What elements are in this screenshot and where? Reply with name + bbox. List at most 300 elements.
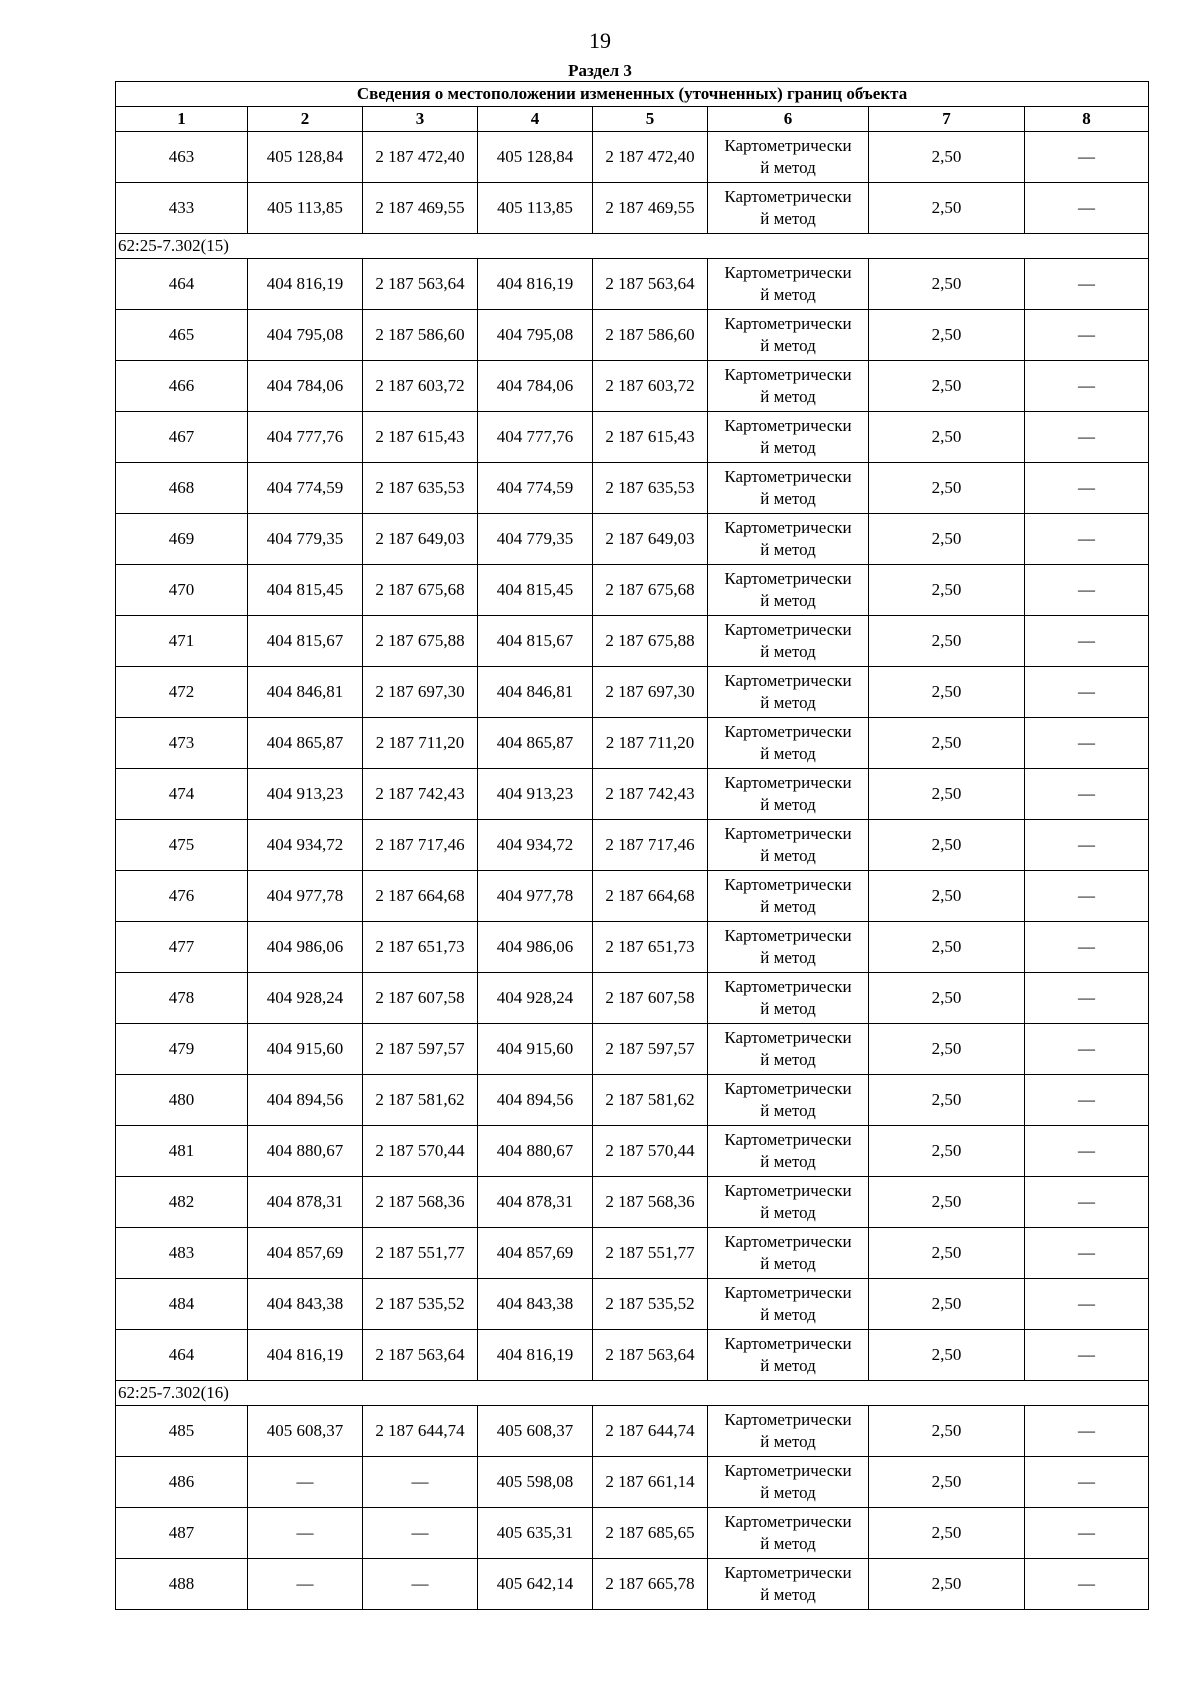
method-cell — [708, 1126, 869, 1177]
method-text-line: Картометрически — [724, 926, 852, 945]
method-text-line: Картометрически — [724, 1512, 852, 1531]
x-new-cell: 404 795,08 — [478, 310, 593, 361]
accuracy-cell: 2,50 — [869, 973, 1025, 1024]
table-row — [116, 412, 1149, 463]
x-existing-cell: 404 977,78 — [248, 871, 363, 922]
y-existing-cell: 2 187 586,60 — [363, 310, 478, 361]
y-existing-cell: — — [363, 1559, 478, 1610]
x-existing-cell: 404 928,24 — [248, 973, 363, 1024]
method-text-line: й метод — [760, 285, 816, 304]
accuracy-cell: 2,50 — [869, 1406, 1025, 1457]
y-new-cell: 2 187 568,36 — [593, 1177, 708, 1228]
x-new-cell: 404 774,59 — [478, 463, 593, 514]
description-cell: — — [1025, 1279, 1149, 1330]
point-number-cell: 481 — [116, 1126, 248, 1177]
method-text-line: й метод — [760, 744, 816, 763]
method-text-line: Картометрически — [724, 1079, 852, 1098]
x-new-cell: 404 977,78 — [478, 871, 593, 922]
point-number-cell: 468 — [116, 463, 248, 514]
y-existing-cell: — — [363, 1508, 478, 1559]
accuracy-cell: 2,50 — [869, 1228, 1025, 1279]
point-number-cell: 469 — [116, 514, 248, 565]
method-text-line: Картометрически — [724, 136, 852, 155]
description-cell: — — [1025, 132, 1149, 183]
x-existing-cell: — — [248, 1508, 363, 1559]
y-existing-cell: 2 187 568,36 — [363, 1177, 478, 1228]
point-number-cell: 433 — [116, 183, 248, 234]
table-row — [116, 820, 1149, 871]
y-existing-cell: 2 187 644,74 — [363, 1406, 478, 1457]
method-text-line: Картометрически — [724, 1130, 852, 1149]
accuracy-cell: 2,50 — [869, 1559, 1025, 1610]
x-new-cell: 404 915,60 — [478, 1024, 593, 1075]
description-cell: — — [1025, 1330, 1149, 1381]
accuracy-cell: 2,50 — [869, 361, 1025, 412]
point-number-cell: 478 — [116, 973, 248, 1024]
point-number-cell: 464 — [116, 259, 248, 310]
method-text-line: й метод — [760, 897, 816, 916]
y-existing-cell: 2 187 717,46 — [363, 820, 478, 871]
method-text-line: й метод — [760, 1585, 816, 1604]
x-existing-cell: 404 795,08 — [248, 310, 363, 361]
table-row — [116, 973, 1149, 1024]
method-text-line: Картометрически — [724, 722, 852, 741]
table-row — [116, 132, 1149, 183]
x-existing-cell: 404 846,81 — [248, 667, 363, 718]
column-number: 4 — [478, 107, 593, 132]
page-number: 19 — [589, 28, 611, 53]
y-existing-cell: 2 187 597,57 — [363, 1024, 478, 1075]
method-text-line: Картометрически — [724, 314, 852, 333]
method-cell — [708, 922, 869, 973]
point-number-cell: 479 — [116, 1024, 248, 1075]
y-new-cell: 2 187 586,60 — [593, 310, 708, 361]
description-cell: — — [1025, 1406, 1149, 1457]
accuracy-cell: 2,50 — [869, 871, 1025, 922]
x-existing-cell: 404 857,69 — [248, 1228, 363, 1279]
x-existing-cell: 404 915,60 — [248, 1024, 363, 1075]
y-new-cell: 2 187 664,68 — [593, 871, 708, 922]
y-existing-cell: 2 187 635,53 — [363, 463, 478, 514]
column-number-row — [116, 107, 1149, 132]
x-existing-cell: 404 777,76 — [248, 412, 363, 463]
description-cell: — — [1025, 973, 1149, 1024]
accuracy-cell: 2,50 — [869, 1279, 1025, 1330]
y-existing-cell: 2 187 469,55 — [363, 183, 478, 234]
point-number-cell: 466 — [116, 361, 248, 412]
method-cell — [708, 463, 869, 514]
description-cell: — — [1025, 922, 1149, 973]
y-existing-cell: 2 187 551,77 — [363, 1228, 478, 1279]
y-new-cell: 2 187 717,46 — [593, 820, 708, 871]
table-row — [116, 1228, 1149, 1279]
method-text-line: й метод — [760, 387, 816, 406]
description-cell: — — [1025, 514, 1149, 565]
method-cell — [708, 1559, 869, 1610]
accuracy-cell: 2,50 — [869, 1508, 1025, 1559]
y-existing-cell: 2 187 581,62 — [363, 1075, 478, 1126]
accuracy-cell: 2,50 — [869, 310, 1025, 361]
accuracy-cell: 2,50 — [869, 514, 1025, 565]
method-text-line: й метод — [760, 438, 816, 457]
accuracy-cell: 2,50 — [869, 616, 1025, 667]
description-cell: — — [1025, 183, 1149, 234]
method-text-line: й метод — [760, 1101, 816, 1120]
method-text-line: й метод — [760, 158, 816, 177]
description-cell: — — [1025, 412, 1149, 463]
y-existing-cell: 2 187 563,64 — [363, 259, 478, 310]
method-text-line: Картометрически — [724, 1028, 852, 1047]
table-row — [116, 183, 1149, 234]
point-number-cell: 488 — [116, 1559, 248, 1610]
point-number-cell: 475 — [116, 820, 248, 871]
x-new-cell: 404 777,76 — [478, 412, 593, 463]
group-header-row — [116, 234, 1149, 259]
description-cell: — — [1025, 667, 1149, 718]
y-existing-cell: 2 187 675,88 — [363, 616, 478, 667]
method-text-line: й метод — [760, 540, 816, 559]
method-text-line: й метод — [760, 846, 816, 865]
x-new-cell: 405 642,14 — [478, 1559, 593, 1610]
method-cell — [708, 718, 869, 769]
y-new-cell: 2 187 685,65 — [593, 1508, 708, 1559]
method-text-line: Картометрически — [724, 824, 852, 843]
method-text-line: Картометрически — [724, 1181, 852, 1200]
y-new-cell: 2 187 649,03 — [593, 514, 708, 565]
y-new-cell: 2 187 661,14 — [593, 1457, 708, 1508]
x-existing-cell: — — [248, 1457, 363, 1508]
description-cell: — — [1025, 1228, 1149, 1279]
description-cell: — — [1025, 1559, 1149, 1610]
x-new-cell: 404 857,69 — [478, 1228, 593, 1279]
x-new-cell: 404 934,72 — [478, 820, 593, 871]
method-text-line: й метод — [760, 1432, 816, 1451]
y-new-cell: 2 187 635,53 — [593, 463, 708, 514]
method-text-line: й метод — [760, 693, 816, 712]
description-cell: — — [1025, 1177, 1149, 1228]
method-cell — [708, 871, 869, 922]
method-text-line: Картометрически — [724, 1283, 852, 1302]
point-number-cell: 473 — [116, 718, 248, 769]
table-row — [116, 1406, 1149, 1457]
x-existing-cell: 404 880,67 — [248, 1126, 363, 1177]
x-new-cell: 404 865,87 — [478, 718, 593, 769]
method-text-line: й метод — [760, 1305, 816, 1324]
table-row — [116, 667, 1149, 718]
y-new-cell: 2 187 697,30 — [593, 667, 708, 718]
method-text-line: Картометрически — [724, 467, 852, 486]
method-text-line: й метод — [760, 1203, 816, 1222]
table-caption: Сведения о местоположении измененных (уточненных) границ объекта — [116, 82, 1149, 107]
description-cell: — — [1025, 1126, 1149, 1177]
table-row — [116, 361, 1149, 412]
accuracy-cell: 2,50 — [869, 132, 1025, 183]
y-existing-cell: 2 187 675,68 — [363, 565, 478, 616]
method-cell — [708, 820, 869, 871]
method-cell — [708, 361, 869, 412]
method-text-line: й метод — [760, 1050, 816, 1069]
y-new-cell: 2 187 551,77 — [593, 1228, 708, 1279]
y-new-cell: 2 187 563,64 — [593, 259, 708, 310]
point-number-cell: 463 — [116, 132, 248, 183]
cadastral-group-label: 62:25-7.302(15) — [116, 234, 1149, 259]
x-new-cell: 404 815,67 — [478, 616, 593, 667]
method-text-line: Картометрически — [724, 416, 852, 435]
x-existing-cell: 404 779,35 — [248, 514, 363, 565]
method-cell — [708, 132, 869, 183]
column-number: 7 — [869, 107, 1025, 132]
y-new-cell: 2 187 469,55 — [593, 183, 708, 234]
x-existing-cell: 404 774,59 — [248, 463, 363, 514]
point-number-cell: 474 — [116, 769, 248, 820]
table-body — [116, 132, 1149, 1610]
method-text-line: й метод — [760, 1534, 816, 1553]
x-new-cell: 404 894,56 — [478, 1075, 593, 1126]
method-text-line: й метод — [760, 1152, 816, 1171]
accuracy-cell: 2,50 — [869, 259, 1025, 310]
y-new-cell: 2 187 603,72 — [593, 361, 708, 412]
y-existing-cell: 2 187 742,43 — [363, 769, 478, 820]
accuracy-cell: 2,50 — [869, 769, 1025, 820]
description-cell: — — [1025, 565, 1149, 616]
column-number: 6 — [708, 107, 869, 132]
method-text-line: Картометрически — [724, 620, 852, 639]
x-existing-cell: 404 913,23 — [248, 769, 363, 820]
table-row — [116, 1457, 1149, 1508]
method-cell — [708, 1406, 869, 1457]
x-existing-cell: 404 865,87 — [248, 718, 363, 769]
accuracy-cell: 2,50 — [869, 1330, 1025, 1381]
y-new-cell: 2 187 607,58 — [593, 973, 708, 1024]
method-text-line: Картометрически — [724, 671, 852, 690]
accuracy-cell: 2,50 — [869, 1177, 1025, 1228]
method-text-line: Картометрически — [724, 187, 852, 206]
method-text-line: Картометрически — [724, 1563, 852, 1582]
x-existing-cell: 404 815,45 — [248, 565, 363, 616]
point-number-cell: 483 — [116, 1228, 248, 1279]
method-cell — [708, 310, 869, 361]
point-number-cell: 485 — [116, 1406, 248, 1457]
point-number-cell: 477 — [116, 922, 248, 973]
method-cell — [708, 1177, 869, 1228]
x-new-cell: 405 608,37 — [478, 1406, 593, 1457]
x-new-cell: 405 598,08 — [478, 1457, 593, 1508]
y-existing-cell: 2 187 651,73 — [363, 922, 478, 973]
table-row — [116, 514, 1149, 565]
column-number: 8 — [1025, 107, 1149, 132]
column-number: 1 — [116, 107, 248, 132]
accuracy-cell: 2,50 — [869, 718, 1025, 769]
y-new-cell: 2 187 570,44 — [593, 1126, 708, 1177]
method-cell — [708, 1508, 869, 1559]
point-number-cell: 484 — [116, 1279, 248, 1330]
description-cell: — — [1025, 1075, 1149, 1126]
method-cell — [708, 1024, 869, 1075]
y-new-cell: 2 187 535,52 — [593, 1279, 708, 1330]
x-existing-cell: 405 608,37 — [248, 1406, 363, 1457]
method-text-line: й метод — [760, 489, 816, 508]
method-text-line: й метод — [760, 591, 816, 610]
x-existing-cell: 404 815,67 — [248, 616, 363, 667]
y-new-cell: 2 187 711,20 — [593, 718, 708, 769]
method-text-line: Картометрически — [724, 1334, 852, 1353]
accuracy-cell: 2,50 — [869, 1024, 1025, 1075]
y-new-cell: 2 187 675,88 — [593, 616, 708, 667]
method-text-line: й метод — [760, 209, 816, 228]
accuracy-cell: 2,50 — [869, 1126, 1025, 1177]
y-existing-cell: 2 187 472,40 — [363, 132, 478, 183]
method-text-line: й метод — [760, 336, 816, 355]
x-existing-cell: 404 843,38 — [248, 1279, 363, 1330]
table-row — [116, 1330, 1149, 1381]
y-new-cell: 2 187 665,78 — [593, 1559, 708, 1610]
x-new-cell: 404 986,06 — [478, 922, 593, 973]
method-cell — [708, 1279, 869, 1330]
description-cell: — — [1025, 259, 1149, 310]
coordinates-table — [115, 81, 1149, 1610]
table-row — [116, 310, 1149, 361]
x-new-cell: 405 113,85 — [478, 183, 593, 234]
method-text-line: й метод — [760, 1254, 816, 1273]
table-row — [116, 259, 1149, 310]
x-existing-cell: 404 878,31 — [248, 1177, 363, 1228]
table-row — [116, 463, 1149, 514]
y-existing-cell: 2 187 535,52 — [363, 1279, 478, 1330]
x-new-cell: 404 913,23 — [478, 769, 593, 820]
table-row — [116, 1075, 1149, 1126]
section-title: Раздел 3 — [568, 61, 632, 80]
y-new-cell: 2 187 597,57 — [593, 1024, 708, 1075]
x-existing-cell: 405 128,84 — [248, 132, 363, 183]
x-existing-cell: 404 816,19 — [248, 259, 363, 310]
point-number-cell: 487 — [116, 1508, 248, 1559]
table-row — [116, 871, 1149, 922]
x-new-cell: 404 846,81 — [478, 667, 593, 718]
table-row — [116, 565, 1149, 616]
y-new-cell: 2 187 472,40 — [593, 132, 708, 183]
method-cell — [708, 1330, 869, 1381]
description-cell: — — [1025, 718, 1149, 769]
y-existing-cell: 2 187 711,20 — [363, 718, 478, 769]
method-cell — [708, 1075, 869, 1126]
method-text-line: й метод — [760, 1483, 816, 1502]
column-number: 2 — [248, 107, 363, 132]
cadastral-group-label: 62:25-7.302(16) — [116, 1381, 1149, 1406]
y-existing-cell: 2 187 563,64 — [363, 1330, 478, 1381]
point-number-cell: 480 — [116, 1075, 248, 1126]
x-new-cell: 404 878,31 — [478, 1177, 593, 1228]
method-cell — [708, 1228, 869, 1279]
description-cell: — — [1025, 1024, 1149, 1075]
group-header-row — [116, 1381, 1149, 1406]
point-number-cell: 467 — [116, 412, 248, 463]
x-new-cell: 404 815,45 — [478, 565, 593, 616]
table-row — [116, 1126, 1149, 1177]
x-new-cell: 404 880,67 — [478, 1126, 593, 1177]
point-number-cell: 464 — [116, 1330, 248, 1381]
method-cell — [708, 412, 869, 463]
y-existing-cell: 2 187 649,03 — [363, 514, 478, 565]
table-row — [116, 922, 1149, 973]
x-new-cell: 404 779,35 — [478, 514, 593, 565]
y-new-cell: 2 187 563,64 — [593, 1330, 708, 1381]
accuracy-cell: 2,50 — [869, 1457, 1025, 1508]
x-existing-cell: 404 986,06 — [248, 922, 363, 973]
method-text-line: Картометрически — [724, 1410, 852, 1429]
y-existing-cell: — — [363, 1457, 478, 1508]
point-number-cell: 472 — [116, 667, 248, 718]
y-new-cell: 2 187 581,62 — [593, 1075, 708, 1126]
method-text-line: й метод — [760, 948, 816, 967]
y-existing-cell: 2 187 607,58 — [363, 973, 478, 1024]
method-cell — [708, 259, 869, 310]
method-text-line: Картометрически — [724, 263, 852, 282]
method-text-line: Картометрически — [724, 773, 852, 792]
description-cell: — — [1025, 616, 1149, 667]
description-cell: — — [1025, 310, 1149, 361]
x-new-cell: 404 784,06 — [478, 361, 593, 412]
description-cell: — — [1025, 361, 1149, 412]
method-text-line: й метод — [760, 795, 816, 814]
y-existing-cell: 2 187 697,30 — [363, 667, 478, 718]
y-new-cell: 2 187 615,43 — [593, 412, 708, 463]
x-new-cell: 405 635,31 — [478, 1508, 593, 1559]
description-cell: — — [1025, 769, 1149, 820]
method-cell — [708, 183, 869, 234]
x-new-cell: 404 816,19 — [478, 259, 593, 310]
x-existing-cell: 405 113,85 — [248, 183, 363, 234]
description-cell: — — [1025, 1508, 1149, 1559]
method-cell — [708, 1457, 869, 1508]
point-number-cell: 471 — [116, 616, 248, 667]
accuracy-cell: 2,50 — [869, 463, 1025, 514]
method-cell — [708, 565, 869, 616]
method-cell — [708, 769, 869, 820]
table-row — [116, 1559, 1149, 1610]
method-cell — [708, 667, 869, 718]
x-new-cell: 404 816,19 — [478, 1330, 593, 1381]
description-cell: — — [1025, 1457, 1149, 1508]
y-new-cell: 2 187 675,68 — [593, 565, 708, 616]
method-text-line: й метод — [760, 999, 816, 1018]
point-number-cell: 486 — [116, 1457, 248, 1508]
table-row — [116, 718, 1149, 769]
x-existing-cell: 404 934,72 — [248, 820, 363, 871]
x-existing-cell: 404 784,06 — [248, 361, 363, 412]
description-cell: — — [1025, 463, 1149, 514]
y-new-cell: 2 187 742,43 — [593, 769, 708, 820]
x-existing-cell: 404 894,56 — [248, 1075, 363, 1126]
method-text-line: Картометрически — [724, 518, 852, 537]
y-existing-cell: 2 187 615,43 — [363, 412, 478, 463]
description-cell: — — [1025, 820, 1149, 871]
table-row — [116, 616, 1149, 667]
y-existing-cell: 2 187 603,72 — [363, 361, 478, 412]
point-number-cell: 465 — [116, 310, 248, 361]
column-number: 5 — [593, 107, 708, 132]
table-row — [116, 1508, 1149, 1559]
accuracy-cell: 2,50 — [869, 820, 1025, 871]
description-cell: — — [1025, 871, 1149, 922]
table-row — [116, 1024, 1149, 1075]
accuracy-cell: 2,50 — [869, 667, 1025, 718]
y-existing-cell: 2 187 570,44 — [363, 1126, 478, 1177]
y-new-cell: 2 187 644,74 — [593, 1406, 708, 1457]
method-text-line: Картометрически — [724, 1461, 852, 1480]
x-new-cell: 404 928,24 — [478, 973, 593, 1024]
point-number-cell: 470 — [116, 565, 248, 616]
x-new-cell: 404 843,38 — [478, 1279, 593, 1330]
